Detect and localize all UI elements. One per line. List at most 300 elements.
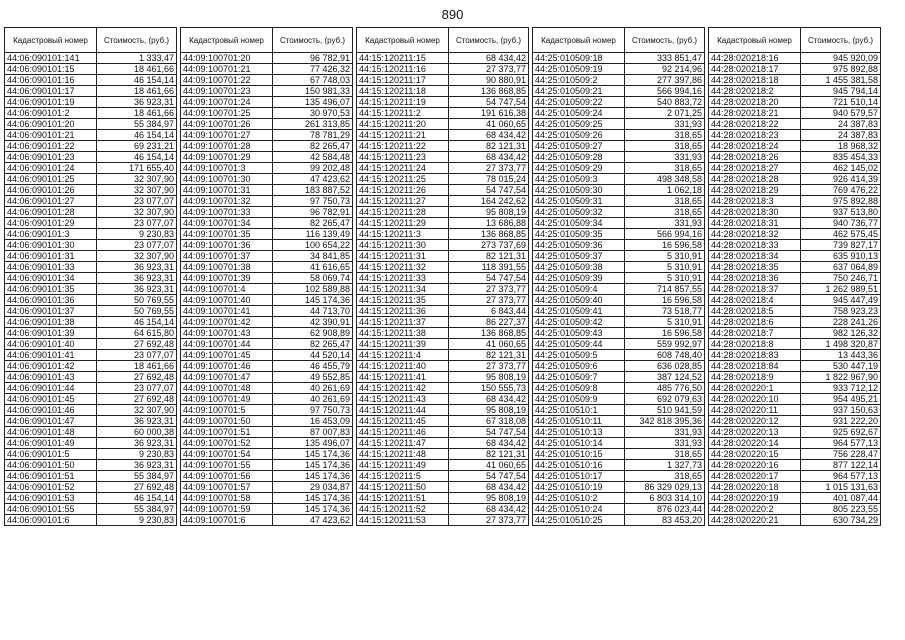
cost-cell: 36 923,31	[97, 460, 177, 471]
cadastral-number-cell: 44:15:120211:15	[357, 53, 449, 64]
cadastral-number-cell: 44:25:010510:24	[533, 504, 625, 515]
cost-cell: 964 577,13	[801, 471, 881, 482]
cadastral-number-cell: 44:28:020218:83	[709, 350, 801, 361]
cadastral-number-cell: 44:15:120211:16	[357, 64, 449, 75]
cost-cell: 27 692,48	[97, 482, 177, 493]
cadastral-number-cell: 44:09:100701:58	[181, 493, 273, 504]
column-header-cost: Стоимость, (руб.)	[273, 28, 353, 53]
cost-cell: 67 748,03	[273, 75, 353, 86]
cost-cell: 24 387,83	[801, 119, 881, 130]
cadastral-number-cell: 44:28:020218:32	[709, 229, 801, 240]
table-row	[181, 482, 353, 493]
table-row	[533, 317, 705, 328]
table-row	[357, 218, 529, 229]
cadastral-number-cell: 44:09:100701:29	[181, 152, 273, 163]
cadastral-number-cell: 44:09:100701:47	[181, 372, 273, 383]
cost-cell: 150 555,73	[449, 383, 529, 394]
cadastral-number-cell: 44:25:010509:39	[533, 273, 625, 284]
cost-cell: 982 126,32	[801, 328, 881, 339]
cost-cell: 136 868,85	[449, 86, 529, 97]
cadastral-number-cell: 44:06:090101:27	[5, 196, 97, 207]
cost-cell: 835 454,33	[801, 152, 881, 163]
table-row	[709, 53, 881, 64]
cost-cell: 102 589,88	[273, 284, 353, 295]
table-row	[533, 53, 705, 64]
cost-cell: 16 453,09	[273, 416, 353, 427]
cost-cell: 95 808,19	[449, 372, 529, 383]
table-row	[709, 108, 881, 119]
cost-cell: 47 423,62	[273, 515, 353, 526]
cadastral-number-cell: 44:28:020220:18	[709, 482, 801, 493]
cost-cell: 68 434,42	[449, 438, 529, 449]
cost-cell: 6 843,44	[449, 306, 529, 317]
table-row	[181, 207, 353, 218]
cadastral-number-cell: 44:15:120211:39	[357, 339, 449, 350]
cost-cell: 331,93	[625, 152, 705, 163]
cadastral-number-cell: 44:09:100701:37	[181, 251, 273, 262]
cadastral-table-2	[180, 27, 353, 526]
column-header-cadastral-number: Кадастровый номер	[357, 28, 449, 53]
table-row	[357, 240, 529, 251]
cost-cell: 68 434,42	[449, 53, 529, 64]
cost-cell: 36 923,31	[97, 416, 177, 427]
cadastral-number-cell: 44:09:100701:27	[181, 130, 273, 141]
cost-cell: 18 968,32	[801, 141, 881, 152]
cost-cell: 29 034,87	[273, 482, 353, 493]
cost-cell: 118 391,55	[449, 262, 529, 273]
cost-cell: 933 712,12	[801, 383, 881, 394]
cadastral-number-cell: 44:06:090101:20	[5, 119, 97, 130]
cost-cell: 54 747,54	[449, 273, 529, 284]
cost-cell: 636 028,85	[625, 361, 705, 372]
table-row	[5, 130, 177, 141]
cadastral-number-cell: 44:15:120211:18	[357, 86, 449, 97]
table-row	[357, 251, 529, 262]
cost-cell: 333 851,47	[625, 53, 705, 64]
cost-cell: 510 941,59	[625, 405, 705, 416]
cadastral-number-cell: 44:28:020218:18	[709, 75, 801, 86]
cadastral-number-cell: 44:15:120211:40	[357, 361, 449, 372]
table-row	[5, 284, 177, 295]
cadastral-number-cell: 44:09:100701:42	[181, 317, 273, 328]
table-row	[357, 306, 529, 317]
cadastral-number-cell: 44:06:090101:2	[5, 108, 97, 119]
cadastral-number-cell: 44:09:100701:31	[181, 185, 273, 196]
cost-cell: 136 868,85	[449, 328, 529, 339]
cost-cell: 95 808,19	[449, 207, 529, 218]
cadastral-number-cell: 44:15:120211:22	[357, 141, 449, 152]
cadastral-number-cell: 44:15:120211:35	[357, 295, 449, 306]
cadastral-number-cell: 44:28:020218:20	[709, 97, 801, 108]
column-header-cost: Стоимость, (руб.)	[801, 28, 881, 53]
cost-cell: 485 776,50	[625, 383, 705, 394]
cost-cell: 769 476,22	[801, 185, 881, 196]
cadastral-number-cell: 44:09:100701:6	[181, 515, 273, 526]
table-row	[533, 229, 705, 240]
table-row	[357, 262, 529, 273]
table-row	[357, 504, 529, 515]
table-row	[709, 262, 881, 273]
table-row	[533, 273, 705, 284]
cadastral-number-cell: 44:15:120211:45	[357, 416, 449, 427]
cost-cell: 46 154,14	[97, 317, 177, 328]
cost-cell: 13 443,36	[801, 350, 881, 361]
cost-cell: 692 079,63	[625, 394, 705, 405]
cadastral-number-cell: 44:25:010510:2	[533, 493, 625, 504]
cadastral-number-cell: 44:25:010509:34	[533, 218, 625, 229]
cadastral-number-cell: 44:28:020218:29	[709, 185, 801, 196]
cadastral-number-cell: 44:28:020220:14	[709, 438, 801, 449]
table-row	[709, 86, 881, 97]
table-row	[5, 207, 177, 218]
table-row	[5, 174, 177, 185]
cost-cell: 530 447,19	[801, 361, 881, 372]
cadastral-number-cell: 44:28:020220:19	[709, 493, 801, 504]
table-row	[357, 471, 529, 482]
table-row	[533, 152, 705, 163]
table-row	[181, 108, 353, 119]
table-row	[181, 196, 353, 207]
cadastral-number-cell: 44:09:100701:34	[181, 218, 273, 229]
cost-cell: 387 124,52	[625, 372, 705, 383]
table-row	[181, 471, 353, 482]
cost-cell: 32 307,90	[97, 185, 177, 196]
table-row	[5, 196, 177, 207]
cadastral-number-cell: 44:25:010509:42	[533, 317, 625, 328]
cadastral-number-cell: 44:06:090101:51	[5, 471, 97, 482]
cadastral-number-cell: 44:25:010509:22	[533, 97, 625, 108]
cadastral-number-cell: 44:25:010509:29	[533, 163, 625, 174]
cost-cell: 41 060,65	[449, 460, 529, 471]
table-row	[357, 273, 529, 284]
cadastral-number-cell: 44:06:090101:15	[5, 64, 97, 75]
table-row	[533, 295, 705, 306]
cadastral-number-cell: 44:06:090101:19	[5, 97, 97, 108]
table-row	[5, 405, 177, 416]
cadastral-number-cell: 44:28:020220:17	[709, 471, 801, 482]
table-row	[357, 64, 529, 75]
cost-cell: 32 307,90	[97, 251, 177, 262]
cadastral-number-cell: 44:09:100701:46	[181, 361, 273, 372]
table-row	[709, 460, 881, 471]
cadastral-number-cell: 44:15:120211:23	[357, 152, 449, 163]
column-header-cost: Стоимость, (руб.)	[449, 28, 529, 53]
cadastral-number-cell: 44:15:120211:48	[357, 449, 449, 460]
cadastral-number-cell: 44:09:100701:41	[181, 306, 273, 317]
table-row	[5, 295, 177, 306]
cadastral-number-cell: 44:09:100701:5	[181, 405, 273, 416]
cadastral-number-cell: 44:06:090101:30	[5, 240, 97, 251]
table-row	[181, 427, 353, 438]
table-row	[5, 383, 177, 394]
table-row	[357, 394, 529, 405]
table-row	[533, 306, 705, 317]
cadastral-number-cell: 44:09:100701:32	[181, 196, 273, 207]
cadastral-number-cell: 44:28:020218:35	[709, 262, 801, 273]
table-row	[709, 416, 881, 427]
cost-cell: 164 242,62	[449, 196, 529, 207]
cost-cell: 46 154,14	[97, 130, 177, 141]
cost-cell: 975 892,88	[801, 196, 881, 207]
column-header-cadastral-number: Кадастровый номер	[709, 28, 801, 53]
table-row	[533, 504, 705, 515]
table-row	[709, 438, 881, 449]
cost-cell: 937 513,80	[801, 207, 881, 218]
cadastral-number-cell: 44:28:020218:36	[709, 273, 801, 284]
table-row	[533, 372, 705, 383]
cost-cell: 68 434,42	[449, 504, 529, 515]
table-row	[181, 53, 353, 64]
cost-cell: 27 373,77	[449, 64, 529, 75]
cost-cell: 41 616,65	[273, 262, 353, 273]
cadastral-number-cell: 44:09:100701:59	[181, 504, 273, 515]
table-row	[533, 405, 705, 416]
table-row	[181, 328, 353, 339]
cadastral-number-cell: 44:15:120211:24	[357, 163, 449, 174]
cost-cell: 23 077,07	[97, 240, 177, 251]
cost-cell: 62 908,89	[273, 328, 353, 339]
cadastral-number-cell: 44:28:020218:27	[709, 163, 801, 174]
table-row	[709, 163, 881, 174]
cadastral-number-cell: 44:15:120211:32	[357, 262, 449, 273]
table-row	[5, 394, 177, 405]
cadastral-number-cell: 44:28:020218:4	[709, 295, 801, 306]
cadastral-number-cell: 44:06:090101:50	[5, 460, 97, 471]
table-row	[181, 97, 353, 108]
cadastral-number-cell: 44:28:020218:30	[709, 207, 801, 218]
table-row	[357, 86, 529, 97]
table-row	[709, 229, 881, 240]
cadastral-number-cell: 44:09:100701:22	[181, 75, 273, 86]
table-row	[533, 130, 705, 141]
cadastral-number-cell: 44:06:090101:22	[5, 141, 97, 152]
cadastral-number-cell: 44:28:020218:33	[709, 240, 801, 251]
cost-cell: 805 223,55	[801, 504, 881, 515]
cost-cell: 46 154,14	[97, 75, 177, 86]
cadastral-number-cell: 44:15:120211:17	[357, 75, 449, 86]
cadastral-number-cell: 44:06:090101:41	[5, 350, 97, 361]
cost-cell: 5 310,91	[625, 251, 705, 262]
cadastral-number-cell: 44:09:100701:20	[181, 53, 273, 64]
cost-cell: 9 230,83	[97, 229, 177, 240]
cadastral-number-cell: 44:25:010509:26	[533, 130, 625, 141]
table-row	[357, 416, 529, 427]
cadastral-number-cell: 44:25:010510:19	[533, 482, 625, 493]
cadastral-number-cell: 44:15:120211:3	[357, 229, 449, 240]
table-row	[533, 196, 705, 207]
cadastral-number-cell: 44:15:120211:26	[357, 185, 449, 196]
cadastral-number-cell: 44:28:020218:84	[709, 361, 801, 372]
cost-cell: 54 747,54	[449, 471, 529, 482]
cost-cell: 331,93	[625, 427, 705, 438]
table-row	[181, 306, 353, 317]
column-header-cost: Стоимость, (руб.)	[625, 28, 705, 53]
cadastral-number-cell: 44:06:090101:37	[5, 306, 97, 317]
column-header-cost: Стоимость, (руб.)	[97, 28, 177, 53]
cost-cell: 135 496,07	[273, 97, 353, 108]
cost-cell: 41 060,65	[449, 119, 529, 130]
cadastral-number-cell: 44:25:010509:5	[533, 350, 625, 361]
cost-cell: 77 426,32	[273, 64, 353, 75]
cadastral-number-cell: 44:15:120211:53	[357, 515, 449, 526]
table-row	[709, 449, 881, 460]
cadastral-table-4	[532, 27, 705, 526]
table-row	[533, 394, 705, 405]
table-row	[181, 64, 353, 75]
cost-cell: 55 384,97	[97, 504, 177, 515]
table-row	[709, 504, 881, 515]
table-row	[357, 482, 529, 493]
cost-cell: 945 920,09	[801, 53, 881, 64]
cost-cell: 50 769,55	[97, 295, 177, 306]
table-row	[709, 251, 881, 262]
cost-cell: 9 230,83	[97, 515, 177, 526]
table-row	[357, 141, 529, 152]
table-row	[181, 86, 353, 97]
cadastral-number-cell: 44:09:100701:23	[181, 86, 273, 97]
cost-cell: 145 174,36	[273, 504, 353, 515]
cadastral-number-cell: 44:25:010509:8	[533, 383, 625, 394]
cost-cell: 931 222,20	[801, 416, 881, 427]
cadastral-number-cell: 44:06:090101:33	[5, 262, 97, 273]
cadastral-number-cell: 44:06:090101:25	[5, 174, 97, 185]
table-row	[709, 130, 881, 141]
table-row	[5, 460, 177, 471]
cost-cell: 756 228,47	[801, 449, 881, 460]
cost-cell: 82 121,31	[449, 350, 529, 361]
cost-cell: 32 307,90	[97, 207, 177, 218]
cadastral-number-cell: 44:28:020218:24	[709, 141, 801, 152]
cadastral-number-cell: 44:25:010509:18	[533, 53, 625, 64]
table-row	[357, 372, 529, 383]
cadastral-number-cell: 44:25:010509:31	[533, 196, 625, 207]
cost-cell: 608 748,40	[625, 350, 705, 361]
table-row	[5, 416, 177, 427]
cadastral-number-cell: 44:15:120211:49	[357, 460, 449, 471]
cadastral-number-cell: 44:06:090101:45	[5, 394, 97, 405]
cadastral-table-1	[4, 27, 177, 526]
cost-cell: 937 150,63	[801, 405, 881, 416]
cadastral-number-cell: 44:15:120211:46	[357, 427, 449, 438]
cost-cell: 18 461,66	[97, 64, 177, 75]
cadastral-number-cell: 44:25:010509:25	[533, 119, 625, 130]
cadastral-number-cell: 44:28:020220:1	[709, 383, 801, 394]
table-row	[357, 383, 529, 394]
cost-cell: 635 910,13	[801, 251, 881, 262]
cadastral-number-cell: 44:28:020218:5	[709, 306, 801, 317]
cadastral-number-cell: 44:15:120211:4	[357, 350, 449, 361]
cost-cell: 27 373,77	[449, 284, 529, 295]
table-row	[5, 493, 177, 504]
cadastral-number-cell: 44:28:020218:2	[709, 86, 801, 97]
cadastral-number-cell: 44:15:120211:43	[357, 394, 449, 405]
cadastral-number-cell: 44:09:100701:49	[181, 394, 273, 405]
cost-cell: 99 202,48	[273, 163, 353, 174]
cost-cell: 67 318,08	[449, 416, 529, 427]
table-row	[533, 262, 705, 273]
cost-cell: 342 818 395,36	[625, 416, 705, 427]
cost-cell: 49 552,85	[273, 372, 353, 383]
table-row	[357, 97, 529, 108]
cost-cell: 90 880,91	[449, 75, 529, 86]
table-row	[709, 405, 881, 416]
cadastral-number-cell: 44:06:090101:38	[5, 317, 97, 328]
cadastral-number-cell: 44:06:090101:47	[5, 416, 97, 427]
cost-cell: 462 145,02	[801, 163, 881, 174]
cadastral-number-cell: 44:28:020220:11	[709, 405, 801, 416]
cost-cell: 318,65	[625, 449, 705, 460]
cadastral-number-cell: 44:09:100701:48	[181, 383, 273, 394]
cost-cell: 145 174,36	[273, 471, 353, 482]
cadastral-number-cell: 44:15:120211:19	[357, 97, 449, 108]
cost-cell: 462 575,45	[801, 229, 881, 240]
cost-cell: 47 423,62	[273, 174, 353, 185]
cost-cell: 331,93	[625, 218, 705, 229]
table-row	[357, 75, 529, 86]
table-row	[709, 207, 881, 218]
cost-cell: 100 654,22	[273, 240, 353, 251]
cadastral-number-cell: 44:25:010509:35	[533, 229, 625, 240]
cadastral-number-cell: 44:06:090101:21	[5, 130, 97, 141]
table-row	[533, 361, 705, 372]
column-header-cadastral-number: Кадастровый номер	[5, 28, 97, 53]
cadastral-number-cell: 44:09:100701:30	[181, 174, 273, 185]
table-row	[5, 471, 177, 482]
cadastral-number-cell: 44:09:100701:38	[181, 262, 273, 273]
cost-cell: 2 071,25	[625, 108, 705, 119]
cost-cell: 73 518,77	[625, 306, 705, 317]
table-row	[533, 284, 705, 295]
cadastral-number-cell: 44:15:120211:27	[357, 196, 449, 207]
cadastral-number-cell: 44:09:100701:54	[181, 449, 273, 460]
table-row	[5, 75, 177, 86]
table-row	[357, 361, 529, 372]
table-row	[709, 64, 881, 75]
cost-cell: 16 596,58	[625, 328, 705, 339]
cost-cell: 42 390,91	[273, 317, 353, 328]
cost-cell: 44 520,14	[273, 350, 353, 361]
cost-cell: 540 883,72	[625, 97, 705, 108]
cost-cell: 145 174,36	[273, 460, 353, 471]
table-row	[181, 460, 353, 471]
table-row	[533, 163, 705, 174]
cost-cell: 95 808,19	[449, 493, 529, 504]
cadastral-number-cell: 44:15:120211:36	[357, 306, 449, 317]
cadastral-number-cell: 44:25:010509:40	[533, 295, 625, 306]
table-row	[709, 317, 881, 328]
table-row	[181, 141, 353, 152]
cadastral-number-cell: 44:06:090101:49	[5, 438, 97, 449]
table-row	[357, 493, 529, 504]
cost-cell: 32 307,90	[97, 174, 177, 185]
table-row	[5, 185, 177, 196]
table-row	[5, 53, 177, 64]
table-row	[357, 427, 529, 438]
cadastral-number-cell: 44:09:100701:3	[181, 163, 273, 174]
table-row	[5, 163, 177, 174]
cost-cell: 27 373,77	[449, 361, 529, 372]
table-row	[533, 108, 705, 119]
cadastral-number-cell: 44:06:090101:55	[5, 504, 97, 515]
cost-cell: 96 782,91	[273, 207, 353, 218]
cadastral-number-cell: 44:09:100701:52	[181, 438, 273, 449]
table-row	[709, 515, 881, 526]
table-row	[709, 119, 881, 130]
cost-cell: 150 981,33	[273, 86, 353, 97]
cost-cell: 36 923,31	[97, 438, 177, 449]
cost-cell: 92 214,96	[625, 64, 705, 75]
cadastral-number-cell: 44:15:120211:28	[357, 207, 449, 218]
